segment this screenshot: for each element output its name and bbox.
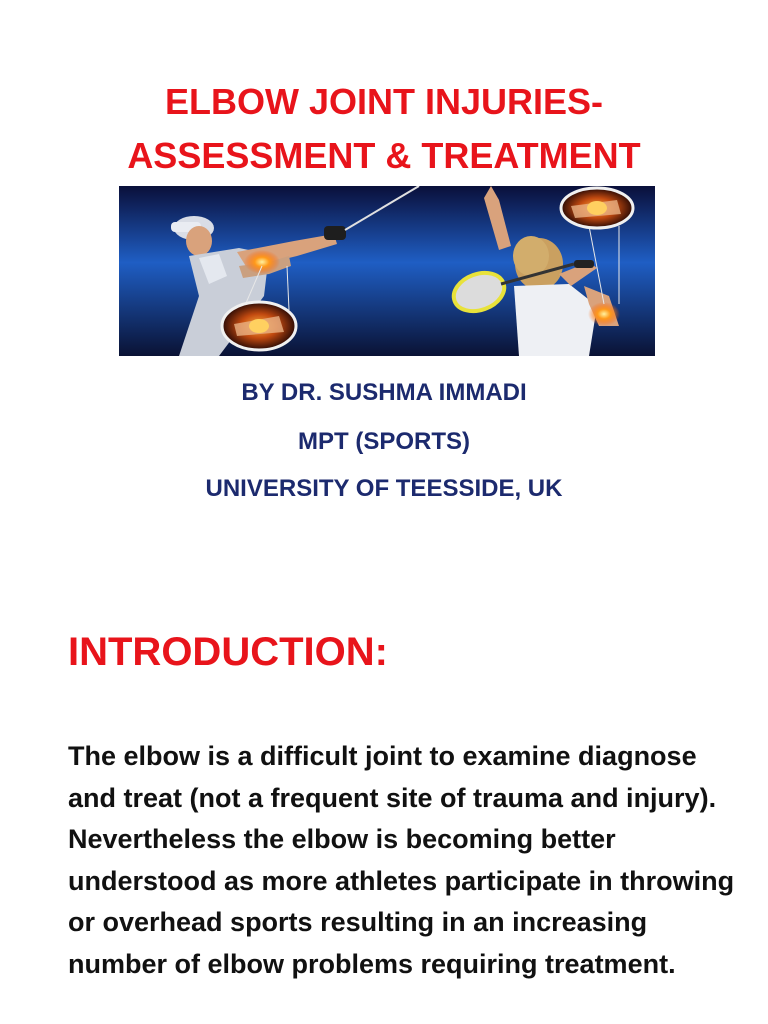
author-qualification: MPT (SPORTS) [298,428,470,455]
introduction-paragraph: The elbow is a difficult joint to examine diagnose and treat (not a frequent site of trauma and injury). Nevertheless the elbow is becoming better understood as more athletes participate in throwing or overhead sports resulting in an increasing number of elbow problems requiring treatment. [68,741,735,979]
document-title-line-1: ELBOW JOINT INJURIES- [164,81,604,122]
elbow-injury-illustration [119,186,655,356]
document-title-line-2: ASSESSMENT & TREATMENT [127,135,641,176]
author-name: BY DR. SUSHMA IMMADI [241,379,527,406]
introduction-heading: INTRODUCTION: [68,630,388,674]
author-affiliation: UNIVERSITY OF TEESSIDE, UK [205,475,563,502]
